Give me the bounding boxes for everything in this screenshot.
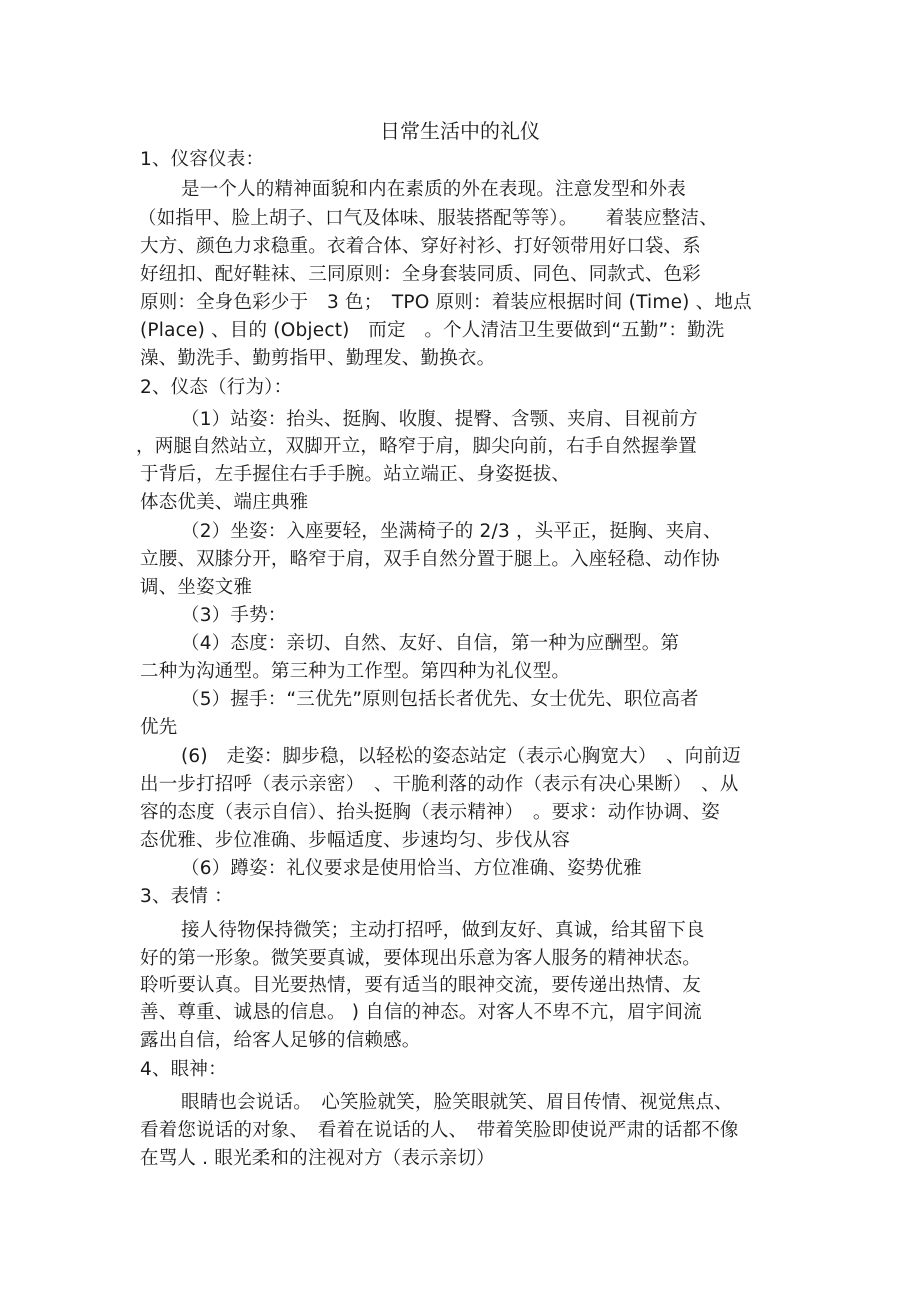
paragraph-line: 好的第一形象。微笑要真诚，要体现出乐意为客人服务的精神状态。 (140, 948, 702, 969)
document-title: 日常生活中的礼仪 (380, 119, 540, 143)
paragraph-line: 是一个人的精神面貌和内在素质的外在表现。注意发型和外表 (181, 179, 686, 200)
paragraph-line: (Place) 、目的 (Object) 而定 。个人清洁卫生要做到“五勤”：勤洗 (140, 320, 725, 341)
paragraph-line: （4）态度：亲切、自然、友好、自信，第一种为应酬型。第 (181, 633, 680, 654)
paragraph-line: 看着您说话的对象、 看着在说话的人、 带着笑脸即使说严肃的话都不像 (140, 1120, 739, 1141)
paragraph-line: 澡、勤洗手、勤剪指甲、勤理发、勤换衣。 (140, 348, 496, 369)
paragraph-line: (6) 走姿：脚步稳，以轻松的姿态站定（表示心胸宽大） 、向前迈 (181, 746, 741, 767)
paragraph-line: 于背后，左手握住右手手腕。站立端正、身姿挺拔、 (140, 464, 571, 485)
paragraph-line: 调、坐姿文雅 (140, 577, 253, 598)
paragraph-line: 优先 (140, 717, 178, 738)
paragraph-line: 好纽扣、配好鞋袜、三同原则：全身套装同质、同色、同款式、色彩 (140, 264, 702, 285)
paragraph-line: 接人待物保持微笑；主动打招呼，做到友好、真诚，给其留下良 (181, 920, 705, 941)
paragraph-line: （2）坐姿：入座要轻，坐满椅子的 2/3 ，头平正，挺胸、夹肩、 (181, 521, 722, 542)
paragraph-line: 态优雅、步位准确、步幅适度、步速均匀、步伐从容 (140, 830, 571, 851)
paragraph-line: 露出自信，给客人足够的信赖感。 (140, 1030, 421, 1051)
paragraph-line: 善、尊重、诚恳的信息。 ) 自信的神态。对客人不卑不亢，眉宇间流 (140, 1002, 702, 1023)
section-heading-2: 2、仪态（行为）： (140, 377, 293, 398)
paragraph-line: 二种为沟通型。第三种为工作型。第四种为礼仪型。 (140, 661, 571, 682)
paragraph-line: 原则：全身色彩少于 3 色； TPO 原则：着装应根据时间 (Time) 、地点 (140, 292, 752, 313)
paragraph-line: （3）手势： (181, 605, 287, 626)
paragraph-line: 眼睛也会说话。 心笑脸就笑，脸笑眼就笑、眉目传情、视觉焦点、 (181, 1092, 733, 1113)
paragraph-line: ，两腿自然站立，双脚开立，略窄于肩，脚尖向前，右手自然握拳置 (136, 436, 698, 457)
section-heading-3: 3、表情 ： (140, 886, 233, 907)
paragraph-line: 聆听要认真。目光要热情，要有适当的眼神交流，要传递出热情、友 (140, 975, 702, 996)
paragraph-line: 体态优美、端庄典雅 (140, 492, 309, 513)
paragraph-line: 大方、颜色力求稳重。衣着合体、穿好衬衫、打好领带用好口袋、系 (140, 236, 702, 257)
section-heading-4: 4、眼神： (140, 1059, 227, 1080)
paragraph-line: （6）蹲姿：礼仪要求是使用恰当、方位准确、姿势优雅 (181, 858, 642, 879)
paragraph-line: 在骂人 . 眼光柔和的注视对方（表示亲切） (140, 1148, 495, 1169)
paragraph-line: （1）站姿：抬头、挺胸、收腹、提臀、含颚、夹肩、目视前方 (181, 409, 698, 430)
paragraph-line: 立腰、双膝分开，略窄于肩，双手自然分置于腿上。入座轻稳、动作协 (140, 549, 720, 570)
paragraph-line: （5）握手：“三优先”原则包括长者优先、女士优先、职位高者 (181, 689, 699, 710)
paragraph-line: 出一步打招呼（表示亲密） 、干脆利落的动作（表示有决心果断） 、从 (140, 774, 739, 795)
paragraph-line: 容的态度（表示自信）、抬头挺胸（表示精神） 。要求：动作协调、姿 (140, 802, 720, 823)
paragraph-line: （如指甲、脸上胡子、口气及体味、服装搭配等等）。 着装应整洁、 (138, 208, 718, 229)
section-heading-1: 1、仪容仪表： (140, 149, 265, 170)
